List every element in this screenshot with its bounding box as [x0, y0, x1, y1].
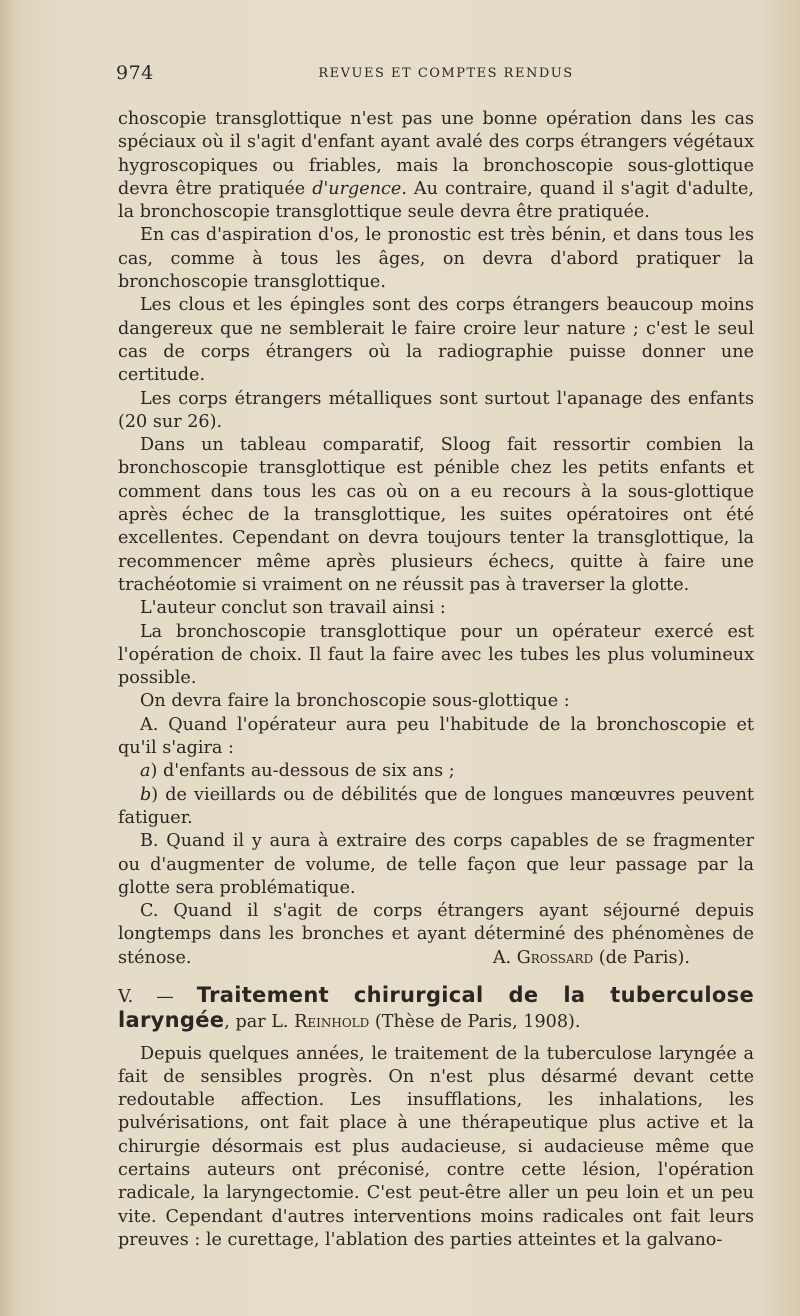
paragraph [118, 108, 754, 224]
page-body [118, 108, 754, 1252]
signature-place: (de Paris). [593, 947, 690, 968]
paragraph [118, 900, 754, 970]
list-label: b [140, 784, 152, 805]
byline: , par L. [224, 1012, 295, 1033]
list-label: a [140, 761, 151, 782]
emphasis: d'urgence [312, 178, 402, 199]
byline-source: (Thèse de Paris, 1908). [369, 1012, 581, 1033]
paragraph: A. Quand l'opérateur aura peu l'habitude de la bronchoscopie et qu'il s'agira : [118, 714, 754, 759]
section-heading [118, 984, 754, 1035]
signature [471, 947, 690, 970]
paragraph: B. Quand il y aura à extraire des corps capables de se fragmenter ou d'augmenter de volume, de telle façon que leur passage par la glotte sera problématique. [118, 831, 754, 898]
list-item-text: ) d'enfants au-dessous de six ans ; [150, 761, 455, 782]
paragraph: La bronchoscopie transglottique pour un opérateur exercé est l'opération de choix. Il faut la faire avec les tubes les plus volumineux possible. [118, 621, 754, 689]
signature-initial: A. [492, 947, 517, 968]
paragraph: Dans un tableau comparatif, Sloog fait ressortir combien la bronchoscopie transglottique est pénible chez les petits enfants et comment dans tous les cas où on a eu recours à la sous-glottique après échec de la transglottique, les suites opératoires ont été excellentes. Cependant on devra toujours tenter la transglottique, la recommencer même après plusieurs échecs, quitte à faire une trachéotomie si vraiment on ne réussit pas à traverser la glotte. [118, 435, 754, 595]
paragraph: L'auteur conclut son travail ainsi : [140, 598, 446, 619]
paragraph-text: . Au contraire, quand il s'agit d'adulte, la bronchoscopie transglottique seule devra être pratiquée. [118, 178, 755, 223]
paragraph: On devra faire la bronchoscopie sous-glottique : [140, 691, 570, 712]
author-name: Reinhold [294, 1012, 370, 1033]
list-item [118, 760, 754, 783]
running-head: REVUES ET COMPTES RENDUS [318, 66, 574, 81]
list-item [118, 784, 754, 831]
section-title: Traitement chirurgical de la tuberculose laryngée [118, 982, 754, 1033]
paragraph: Les clous et les épingles sont des corps étrangers beaucoup moins dangereux que ne semblerait le faire croire leur nature ; c'est le seul cas de corps étrangers où la radiographie puisse donner une certitude. [118, 295, 754, 386]
list-item-text: ) de vieillards ou de débilités que de longues manœuvres peuvent fatiguer. [118, 784, 754, 828]
section-number: V. — [118, 986, 197, 1007]
page-number: 974 [116, 62, 154, 84]
paragraph: En cas d'aspiration d'os, le pronostic est très bénin, et dans tous les cas, comme à tous les âges, on devra d'abord pratiquer la bronchoscopie transglottique. [118, 225, 754, 293]
page-header [116, 62, 756, 92]
signature-name: Grossard [516, 947, 594, 968]
paragraph-text: choscopie transglottique n'est pas une bonne opération dans les cas spéciaux où il s'agit d'enfant ayant avalé des corps étrangers végétaux hygroscopiques ou friables, mais la bronchoscopie sous-glottique devra être pratiquée [118, 109, 754, 199]
paragraph: Depuis quelques années, le traitement de la tuberculose laryngée a fait de sensibles progrès. On n'est plus désarmé devant cette redoutable affection. Les insufflations, les inhalations, les pulvérisations, ont fait place à une thérapeutique plus active et la chirurgie désormais est plus audacieuse, si audacieuse même que certains auteurs ont préconisé, contre cette lésion, l'opération radicale, la laryngectomie. C'est peut-être aller un peu loin et un peu vite. Cependant d'autres interventions moins radicales ont fait leurs preuves : le curettage, l'ablation des parties atteintes et la galvano- [118, 1043, 754, 1250]
paragraph-text: C. Quand il s'agit de corps étrangers ayant séjourné depuis longtemps dans les bronches et ayant déterminé des phénomènes de sténose. [118, 901, 754, 968]
paragraph: Les corps étrangers métalliques sont surtout l'apanage des enfants (20 sur 26). [118, 388, 754, 432]
